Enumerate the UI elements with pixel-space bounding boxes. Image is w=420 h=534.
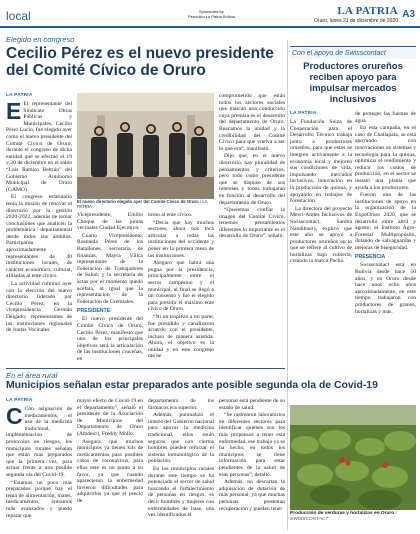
main-story-paragraph: Cuarto Vicepresidente, Rosmeda Pérez de los Batallones, secretaria de finanzas, Mayra Villca representante de la Federación de Trabajadores de Salud; y la secretaría de actas por el momento quedó acéfala, al igual que la representación de la Federación de Gremiales. [77, 232, 143, 305]
sponsor-line-2: Periódico La Patria Bolivia [188, 14, 235, 19]
masthead [314, 5, 398, 24]
main-story-paragraph: “Queremos confiar la imagen del Comité Cívico, tenemos pensamientos diferentes lo importante es el desarrollo de Oruro”, señaló. [219, 207, 285, 240]
main-story-paragraph: Vicepresidente, Emilio Choque de las juntas vecinales Ciudad Ejecutiva. [77, 212, 143, 232]
sidebar-column-1 [290, 111, 352, 404]
main-story-photo [77, 93, 214, 199]
main-story-column-1 [6, 93, 72, 365]
second-story-column-3 [148, 398, 214, 530]
second-story-paragraph: “Estamos un poco más preparados porque hay el tema de alimentación, mates, medicamentos, entramos más avanzados y puedo reparar que [6, 479, 72, 519]
main-story-paragraph: Aseguró que habrá una pugna por la presidencia, principalmente entre el sector campesino y el municipal, al final se llegó a un consenso y fue el elegido para presidir el máximo ente cívico de Oruro. [148, 260, 214, 313]
page-number: A3 [402, 9, 415, 20]
main-story-paragraph: Dijo que, en el nuevo directorio, hay pluralidad de pensamientos y criterios, pero todo como presidente que se dispuso de sus intereses y todos trabajaran en función al desarrollo del departamento de Oruro. [219, 153, 285, 206]
second-story-headline: Municipios señalan estar preparados ante posible segunda ola de Covid-19 [6, 380, 378, 391]
main-story-photo-caption: El nuevo directorio elegido ayer del Comité Cívico de Oruro / LA PATRIA [77, 199, 208, 209]
sponsor-note [188, 9, 235, 19]
second-story-paragraph: personal está pendiente de su estado de salud. [219, 398, 285, 411]
second-story-column-2 [77, 398, 143, 530]
sidebar-column-2 [355, 111, 416, 404]
column-divider [287, 40, 288, 530]
main-story-kicker: Elegido en congreso [6, 35, 75, 44]
main-story-paragraph: comprometido que están todos los sectores sociales que marcan una conducción cuya premisa es el desarrollo del departamento de Oruro. Buscamos la unidad y la credibilidad del Comité Cívico para que vuelva a ser lo que era”, manifestó. [219, 93, 285, 152]
issue-date: Oruro, lunes 21 de diciembre de 2020 [314, 18, 398, 24]
sidebar-headline: Productores orureños reciben apoyo para impulsar mercados inclusivos [303, 61, 403, 105]
second-story-paragraph: Asegura que muchos municipios ya tienen kits de medicamentos para posibles casos de coronavirus, para ellos este es un punto a su favor, ya que cuando aparecieron la enfermedad tuvieron dificultades para adquirirlos ya que el precio de [77, 438, 143, 504]
sidebar-paragraph: La directora del proyecto Merci-Andes Inclusivos de Swisscontact, Sandra Nandibuery, explicó que este año se apoyó a productores orureños en lo que se refiere al cultivo de hortalizas bajo cubierta, creando la marca Pacha. [290, 205, 352, 265]
sidebar-paragraph: La Fundación Suiza de Cooperación para el Desarrollo Técnico trabaja junto a productores orureños, para que estos se integren activamente a la economía local y mejoren sus condiciones de vida, impulsando mercados inclusivos, innovación en la producción de quinua, y apoyando en trabajos de forestación. [290, 119, 352, 205]
second-story-column-1 [6, 398, 72, 530]
sidebar-photo-caption: Producción de verduras y hortalizas en Oruro / SWISSCONTACT [290, 511, 397, 522]
sidebar-paragraph: de proteger las fuentes de agua. [355, 111, 416, 124]
main-story-byline: LA PATRIA [6, 93, 33, 98]
main-story-paragraph: “Decía que hay muchos sectores, ahora nos toca articular a todas las instituciones del occidente y poner en la primera mesa de las instituciones. [148, 219, 214, 259]
drop-cap: C [6, 403, 23, 429]
main-story-paragraph: La actividad culminó ayer con la elección del nuevo directorio liderado por Cecilio Pérez, en la vicepresidencia Germán Delgado; representantes de las instituciones regionales de Juntas Vecinales. [6, 281, 72, 334]
second-story-kicker: En el área rural [6, 371, 58, 380]
civic-committee-photo-illustration [77, 93, 214, 199]
drop-cap: E [6, 98, 22, 124]
second-story-paragraph: mayor efecto de Covid-19 en el departamento”, señaló el presidente de la Asociación de Municipios del Departamento de Oruro (Amdeor), Freddy Mollo. [77, 398, 143, 437]
sidebar-subhead: PRESENCIA [355, 254, 386, 261]
second-story-paragraph: “Se rastrearon laboratorios en diferentes sectores para identificar quiénes son los más propensos a tener esta enfermedad, ese trabajo ya se ha hecho, en todos los municipios se tiene información para estar pendientes de la salud de esas personas”, detalló. [219, 412, 285, 478]
newspaper-name: LA PATRIA [337, 5, 398, 17]
main-story-paragraph: El nuevo presidente del Comité Cívico de Oruro, Cecilio Pérez, manifestó que uno de los principales objetivos será la articulación de las instituciones cruceñas, en [77, 316, 143, 362]
sidebar-kicker: Con el apoyo de Swisscontact [290, 47, 416, 59]
sidebar-paragraph: Fueron una de las instituciones de apoyo en la organización de la ExpoOruro 2020, que se desarrolló entre abril y agosto; el Instituto Agro-Forestal Multipropósito, dotando de salvaguardas y mejoras de biseguridad. [355, 192, 416, 251]
sidebar-paragraph: Swisscontact está en Bolivia desde hace 50 años, y en Oruro desde hace unos ocho años aproximadamente, en este tiempo trabajaron con productores de granos, hortalizas y más. [355, 262, 416, 315]
second-story-byline: LA PATRIA [6, 398, 33, 403]
main-story-paragraph: E El representante del Sindicato Obras Públicas y Municipales, Cecilio Pérez Lucio, fue elegido ayer como el nuevo presidente del Comité Cívico de Oruro, durante el congreso de dicha entidad que se efectuó el 19 y 20 de diciembre en el salón “Luis Ramiro Beltrán” del Gobierno Autónomo Municipal de Oruro (GAMO). [6, 98, 72, 193]
second-story-paragraph: departamento de los fármacos era superior. [148, 398, 214, 411]
sidebar-paragraph: En esta campaña, en el caso de Challapata, se está apoyando con innovaciones en sistemas y tecnología para la quinua, optimizar el rendimiento y reducir los costos de producción, en el sector se instaló una planta que ayuda a los productores. [355, 125, 416, 191]
main-story-subhead: PRESIDENTE [77, 308, 111, 315]
sidebar-byline: LA PATRIA [290, 111, 317, 116]
page-header [0, 0, 420, 28]
main-story-paragraph: torno al ente cívico. [148, 212, 193, 218]
sponsor-line-1: Sponsored by [199, 9, 224, 14]
main-story-paragraph: “Ni un tropiezo a mi parte, fue presidido y canalizaron acuerdo con el presidente, incluso de manera asistida. Ahora, el objetivo es la unidad y en este congreso me he [148, 313, 214, 360]
section-label: local [6, 9, 31, 23]
story-divider-rule [6, 368, 285, 369]
greenhouse-photo-illustration [290, 405, 416, 510]
main-story-column-2 [77, 212, 143, 365]
second-story-column-4 [219, 398, 285, 530]
main-story-headline: Cecilio Pérez es el nuevo presidente del Comité Cívico de Oruro [6, 45, 274, 79]
sidebar-photo [290, 405, 416, 510]
main-story-column-4 [219, 93, 285, 365]
main-story-paragraph: El congreso estatutario tenía la misión de renovar el directorio por la gestión 2020-2022, además de tomar conclusiones que analicen la problemática departamental desde todos sus ámbitos. Participaron aproximadamente representantes de 40 instituciones locales, de carácter económico, cultural, afiliadas al ente cívico. [6, 194, 72, 280]
second-story-paragraph: Además, puntualizó el interés del Gobierno nacional para apoyar la medicina tradicional, ellos están seguros que con ciertos hombres pueden reforzar el sistema inmunológico de la población. [148, 412, 214, 465]
second-story-paragraph: En los municipios rurales durante este tiempo se ha potenciado el sector de salud buscando el fortalecimiento de personas en riesgos, es decir hombres y mujeres con enfermedades de base, una vez identificados el [148, 465, 214, 519]
second-story-paragraph: C Con asignación de medicamentos, el uso de la medicina tradicional, implementación de protocolos en riesgos, los municipios rurales señalan que están más preparados que la primera vez, para actuar frente a una posible segunda ola del Covid-19. [6, 403, 72, 478]
second-story-paragraph: Además, no descartan la adquisición de dotación de más personal, ya que muchas personas presentan recuperación y pueden tener [219, 479, 285, 512]
main-story-column-3 [148, 212, 214, 365]
